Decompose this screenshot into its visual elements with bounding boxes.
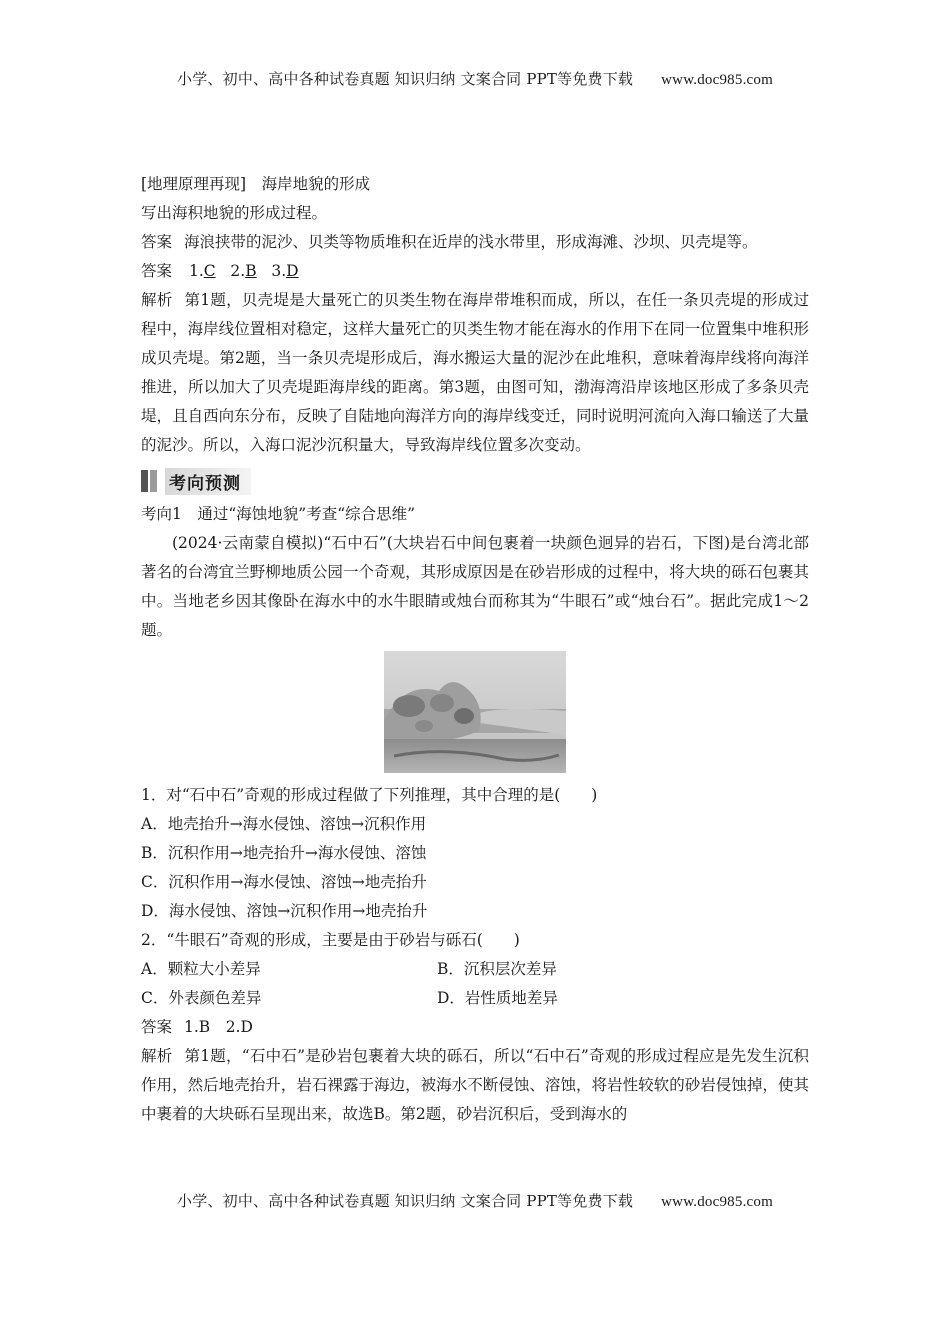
question-1-option-d[interactable]: D．海水侵蚀、溶蚀→沉积作用→地壳抬升 (141, 902, 428, 920)
answer-1-value: C (203, 262, 216, 280)
principle-answer-text: 海浪挟带的泥沙、贝类等物质堆积在近岸的浅水带里，形成海滩、沙坝、贝壳堤等。 (184, 233, 758, 251)
answer-label: 答案 (141, 233, 173, 251)
footer-text: 小学、初中、高中各种试卷真题 知识归纳 文案合同 PPT等免费下载 (177, 1192, 634, 1210)
answer-3-number: 3. (271, 262, 287, 280)
principle-question: 写出海积地貌的形成过程。 (141, 204, 328, 222)
answers-block-2 (141, 1013, 809, 1042)
header-site-link[interactable]: www.doc985.com (661, 72, 773, 88)
footer-site-link[interactable]: www.doc985.com (661, 1194, 773, 1210)
page-footer (0, 1190, 950, 1211)
question-2-stem: 2．“牛眼石”奇观的形成，主要是由于砂岩与砾石( ) (141, 931, 520, 949)
analysis-label: 解析 (141, 291, 173, 309)
answer-3-value: D (286, 262, 299, 280)
question-2-option-d[interactable]: D．岩性质地差异 (437, 989, 558, 1007)
page-header (0, 68, 950, 89)
answer-label: 答案 (141, 1018, 173, 1036)
question-1-stem: 1．对“石中石”奇观的形成过程做了下列推理，其中合理的是( ) (141, 786, 598, 804)
question-2-option-b[interactable]: B．沉积层次差异 (437, 960, 557, 978)
answer-label: 答案 (141, 262, 173, 280)
section-title: 考向预测 (165, 468, 251, 495)
analysis-block-2 (141, 1042, 809, 1129)
question-1-option-b[interactable]: B．沉积作用→地壳抬升→海水侵蚀、溶蚀 (141, 844, 427, 862)
section-bar-icon (141, 470, 159, 492)
section-header (141, 468, 809, 494)
passage-text: (2024·云南蒙自模拟)“石中石”(大块岩石中间包裹着一块颜色迥异的岩石，下图)是台湾北部著名的台湾宜兰野柳地质公园一个奇观，其形成原因是在砂岩形成的过程中，将大块的砾石包裹其中。当地老乡因其像卧在海水中的水牛眼睛或烛台而称其为“牛眼石”或“烛台石”。据此完成1～2题。 (141, 534, 809, 639)
question-2-option-a[interactable]: A．颗粒大小差异 (141, 960, 261, 978)
question-2-options-row-2 (141, 984, 809, 1013)
photo-container (141, 651, 809, 773)
answers-block-1 (141, 257, 809, 286)
analysis-2-text: 第1题，“石中石”是砂岩包裹着大块的砾石，所以“石中石”奇观的形成过程应是先发生沉积作用，然后地壳抬升，岩石裸露于海边，被海水不断侵蚀、溶蚀，将岩性较软的砂岩侵蚀掉，使其中裹着的大块砾石呈现出来，故选B。第2题，砂岩沉积后，受到海水的 (141, 1047, 809, 1123)
analysis-block-1 (141, 286, 809, 460)
analysis-label: 解析 (141, 1047, 173, 1065)
answer-2-number: 2. (230, 262, 246, 280)
question-2-options-row-1 (141, 955, 809, 984)
rock-photo (384, 651, 566, 773)
answer-1-number: 1. (188, 262, 204, 280)
header-text: 小学、初中、高中各种试卷真题 知识归纳 文案合同 PPT等免费下载 (177, 70, 634, 88)
question-1-option-a[interactable]: A．地壳抬升→海水侵蚀、溶蚀→沉积作用 (141, 815, 427, 833)
analysis-1-text: 第1题，贝壳堤是大量死亡的贝类生物在海岸带堆积而成，所以，在任一条贝壳堤的形成过程中，海岸线位置相对稳定，这样大量死亡的贝类生物才能在海水的作用下在同一位置集中堆积形成贝壳堤。第2题，当一条贝壳堤形成后，海水搬运大量的泥沙在此堆积，意味着海岸线将向海洋推进，所以加大了贝壳堤距海岸线的距离。第3题，由图可知，渤海湾沿岸该地区形成了多条贝壳堤，且自西向东分布，反映了自陆地向海洋方向的海岸线变迁，同时说明河流向入海口输送了大量的泥沙。所以，入海口泥沙沉积量大，导致海岸线位置多次变动。 (141, 291, 809, 454)
answer-2-value: B (245, 262, 257, 280)
topic-title: 考向1 通过“海蚀地貌”考查“综合思维” (141, 505, 416, 523)
principle-answer (141, 228, 809, 257)
document-body (141, 170, 809, 1129)
principle-title: [地理原理再现] 海岸地貌的形成 (141, 175, 371, 193)
question-2-option-c[interactable]: C．外表颜色差异 (141, 989, 262, 1007)
question-1-option-c[interactable]: C．沉积作用→海水侵蚀、溶蚀→地壳抬升 (141, 873, 427, 891)
answers-2-text: 1.B 2.D (184, 1018, 253, 1036)
